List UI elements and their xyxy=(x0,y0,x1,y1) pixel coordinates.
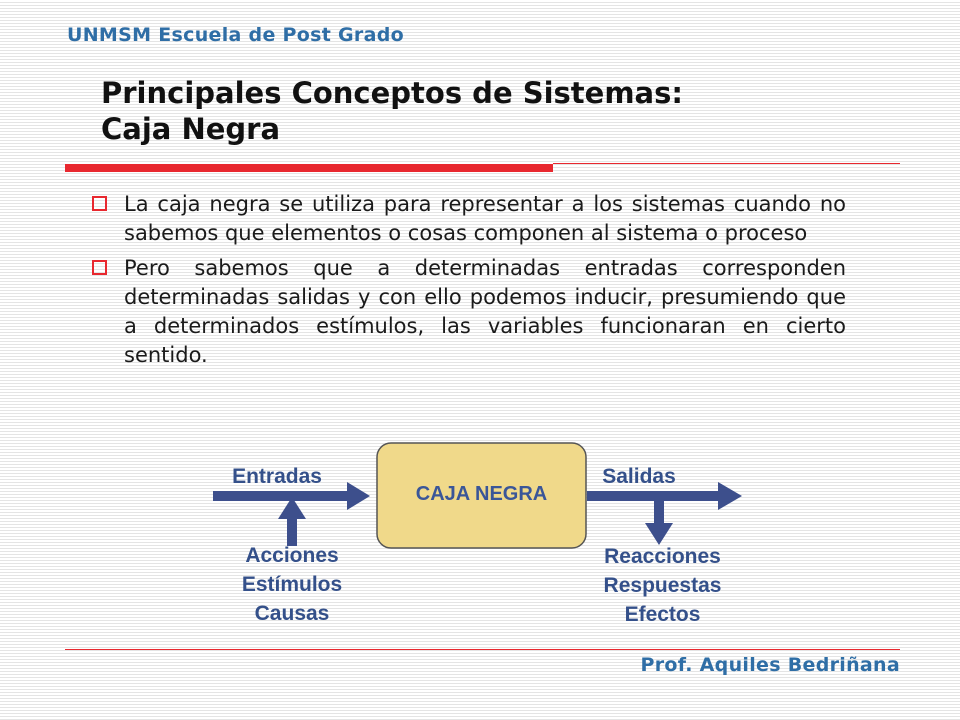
footer-divider xyxy=(65,649,900,650)
effect-item: Respuestas xyxy=(603,574,722,597)
bullet-text-1: La caja negra se utiliza para representar a los sistemas cuando no sabemos que elementos o cosas componen al sistema o proceso xyxy=(124,192,846,245)
effects-down-arrow xyxy=(645,501,673,545)
title-line-2: Caja Negra xyxy=(101,112,281,146)
cause-item: Estímulos xyxy=(241,573,343,596)
cause-item: Causas xyxy=(254,602,330,625)
input-causes-list xyxy=(212,541,372,628)
output-label: Salidas xyxy=(602,465,676,488)
header-organization: UNMSM Escuela de Post Grado xyxy=(67,24,404,46)
causes-up-arrow xyxy=(278,497,306,546)
effect-item: Efectos xyxy=(624,603,701,626)
black-box-label: CAJA NEGRA xyxy=(415,483,548,505)
footer-author: Prof. Aquiles Bedriñana xyxy=(640,654,900,676)
bullet-text-2: Pero sabemos que a determinadas entradas corresponden determinadas salidas y con ello podemos inducir, presumiendo que a determinados estímulos, las variables funcionaran en cierto sentido. xyxy=(124,256,846,367)
output-effects-list xyxy=(580,542,745,629)
title-line-1: Principales Conceptos de Sistemas: xyxy=(101,76,683,110)
effect-item: Reacciones xyxy=(604,545,721,568)
cause-item: Acciones xyxy=(245,544,339,567)
input-label: Entradas xyxy=(232,465,322,488)
